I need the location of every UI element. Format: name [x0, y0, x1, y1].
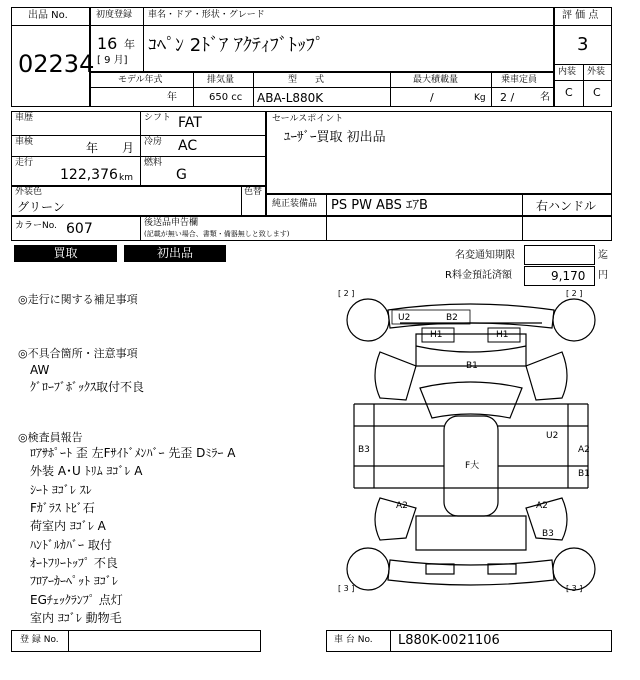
exterior-grade: C [593, 86, 601, 99]
sales-point-value: ﾕｰｻﾞｰ買取 初出品 [284, 130, 386, 145]
inspector-item: ﾌﾛｱｰｶｰﾍﾟｯﾄ ﾖｺﾞﾚ [30, 574, 118, 588]
wheel-front-right [553, 299, 595, 341]
corner-label-tr: [ 2 ] [566, 289, 583, 298]
history-label: 車歴 [15, 113, 34, 123]
inspector-item: ﾛｱｻﾎﾟｰﾄ 歪 左Fｻｲﾄﾞﾒﾝﾊﾞｰ 先歪 Dﾐﾗｰ A [30, 446, 236, 460]
ac-value: AC [178, 138, 198, 154]
chassis-no-value: L880K-0021106 [398, 633, 500, 648]
first-reg-label: 初度登録 [96, 10, 133, 20]
capacity-value: 2 / [500, 91, 515, 104]
damage-mark: B2 [446, 313, 458, 323]
lot-no: 02234 [18, 50, 95, 78]
damage-mark: A2 [536, 501, 548, 511]
damage-mark: F大 [465, 461, 480, 471]
mileage-value: 122,376 [60, 167, 118, 183]
model-year-unit: 年 [167, 92, 177, 103]
exterior-color-value: グリーン [17, 200, 65, 214]
inspector-item: 外装 A･U ﾄﾘﾑ ﾖｺﾞﾚ A [30, 464, 143, 478]
inspector-item: ﾊﾝﾄﾞﾙｶﾊﾞｰ 取付 [30, 538, 112, 552]
tag-buyback: 買取 [14, 245, 117, 262]
inspector-item: EGﾁｪｯｸﾗﾝﾌﾟ 点灯 [30, 593, 123, 607]
inspector-item: ｵｰﾄﾌﾘｰﾄｯﾌﾟ 不良 [30, 556, 118, 570]
first-reg-month: [ 9 月] [97, 55, 128, 66]
damage-mark: B3 [542, 529, 554, 539]
inspection-label: 車検 [15, 137, 34, 147]
lot-no-label: 出品 No. [28, 10, 68, 21]
damage-mark: A2 [578, 445, 590, 455]
recycle-label: R料金預託済額 [445, 270, 512, 281]
inspector-item: ｼｰﾄ ﾖｺﾞﾚ ｽﾚ [30, 483, 92, 497]
damage-mark: A2 [396, 501, 408, 511]
tag-first-listing: 初出品 [124, 245, 226, 262]
damage-mark: U2 [398, 313, 411, 323]
first-reg-year: 16 [97, 34, 118, 53]
damage-mark: B1 [578, 469, 590, 479]
mileage-label: 走行 [15, 158, 34, 168]
damage-mark: H1 [430, 330, 443, 340]
details-left-box [11, 111, 266, 186]
damage-mark: B3 [358, 445, 370, 455]
defects-header: ◎不具合箇所・注意事項 [18, 347, 138, 360]
model-code: ABA-L880K [257, 91, 324, 105]
chassis-no-label: 車 台 No. [334, 635, 373, 645]
color-no-label: カラーNo. [15, 221, 57, 231]
overall-score: 3 [577, 34, 589, 55]
ac-label: 冷房 [144, 137, 163, 147]
mileage-unit: km [119, 173, 133, 183]
interior-label: 内装 [558, 67, 577, 77]
equipment-value: PS PW ABS ｴｱB [331, 198, 428, 213]
title-deadline-unit: 迄 [598, 250, 608, 261]
registration-no-label: 登 録 No. [20, 635, 59, 645]
title-deadline-label: 名変通知期限 [455, 250, 515, 261]
score-label: 評 価 点 [562, 10, 599, 21]
displacement-label: 排気量 [207, 75, 235, 85]
fuel-label: 燃料 [144, 158, 163, 168]
inspector-item: Fｶﾞﾗｽ ﾄﾋﾞ石 [30, 501, 95, 515]
steering-value: 右ハンドル [536, 199, 597, 213]
defect-item: ｸﾞﾛｰﾌﾞﾎﾞｯｸｽ取付不良 [30, 380, 145, 394]
inspector-header: ◎検査員報告 [18, 431, 83, 444]
equipment-label: 純正装備品 [272, 199, 318, 209]
max-load-unit: Kg [474, 93, 486, 103]
shift-label: シフト [144, 113, 172, 123]
displacement-value: 650 cc [209, 92, 243, 103]
damage-mark: U2 [546, 431, 559, 441]
shift-value: FAT [178, 115, 202, 131]
car-name: ｺﾍﾟﾝ 2ﾄﾞｱ ｱｸﾃｨﾌﾞﾄｯﾌﾟ [148, 35, 324, 56]
fuel-value: G [176, 167, 187, 183]
interior-grade: C [565, 86, 573, 99]
exterior-label: 外装 [587, 67, 606, 77]
damage-mark: B1 [466, 361, 478, 371]
model-code-label: 型 式 [288, 75, 325, 85]
capacity-label: 乗車定員 [501, 75, 538, 85]
recycle-amount: 9,170 [551, 269, 586, 283]
exterior-color-label: 外装色 [15, 187, 43, 197]
defect-item: AW [30, 363, 50, 377]
car-name-label: 車名・ドア・形状・グレード [148, 10, 265, 20]
driving-notes-header: ◎走行に関する補足事項 [18, 293, 138, 306]
max-load-label: 最大積載量 [413, 75, 459, 85]
color-no-value: 607 [66, 221, 93, 237]
capacity-unit: 名 [540, 92, 550, 103]
corner-label-bl: [ 3 ] [338, 584, 355, 593]
color-change-label: 色替 [244, 187, 263, 197]
inspection-month-unit: 月 [122, 141, 135, 155]
inspection-year-unit: 年 [86, 141, 99, 155]
inspector-item: 荷室内 ﾖｺﾞﾚ A [30, 519, 106, 533]
sales-point-label: セールスポイント [272, 114, 344, 124]
model-year-label: モデル年式 [118, 75, 163, 85]
aftermarket-label: 後送品申告欄 [144, 218, 199, 228]
car-damage-diagram [330, 288, 612, 601]
recycle-unit: 円 [598, 270, 608, 281]
wheel-front-left [347, 299, 389, 341]
inspector-item: 室内 ﾖｺﾞﾚ 動物毛 [30, 611, 122, 625]
max-load-value: / [430, 91, 434, 104]
title-deadline-field [524, 245, 595, 265]
first-reg-year-unit: 年 [124, 38, 135, 51]
corner-label-tl: [ 2 ] [338, 289, 355, 298]
damage-mark: H1 [496, 330, 509, 340]
aftermarket-note: (記載が無い場合、書類・備器無しと致します) [144, 230, 290, 238]
corner-label-br: [ 3 ] [566, 584, 583, 593]
car-outline-svg [330, 288, 612, 601]
